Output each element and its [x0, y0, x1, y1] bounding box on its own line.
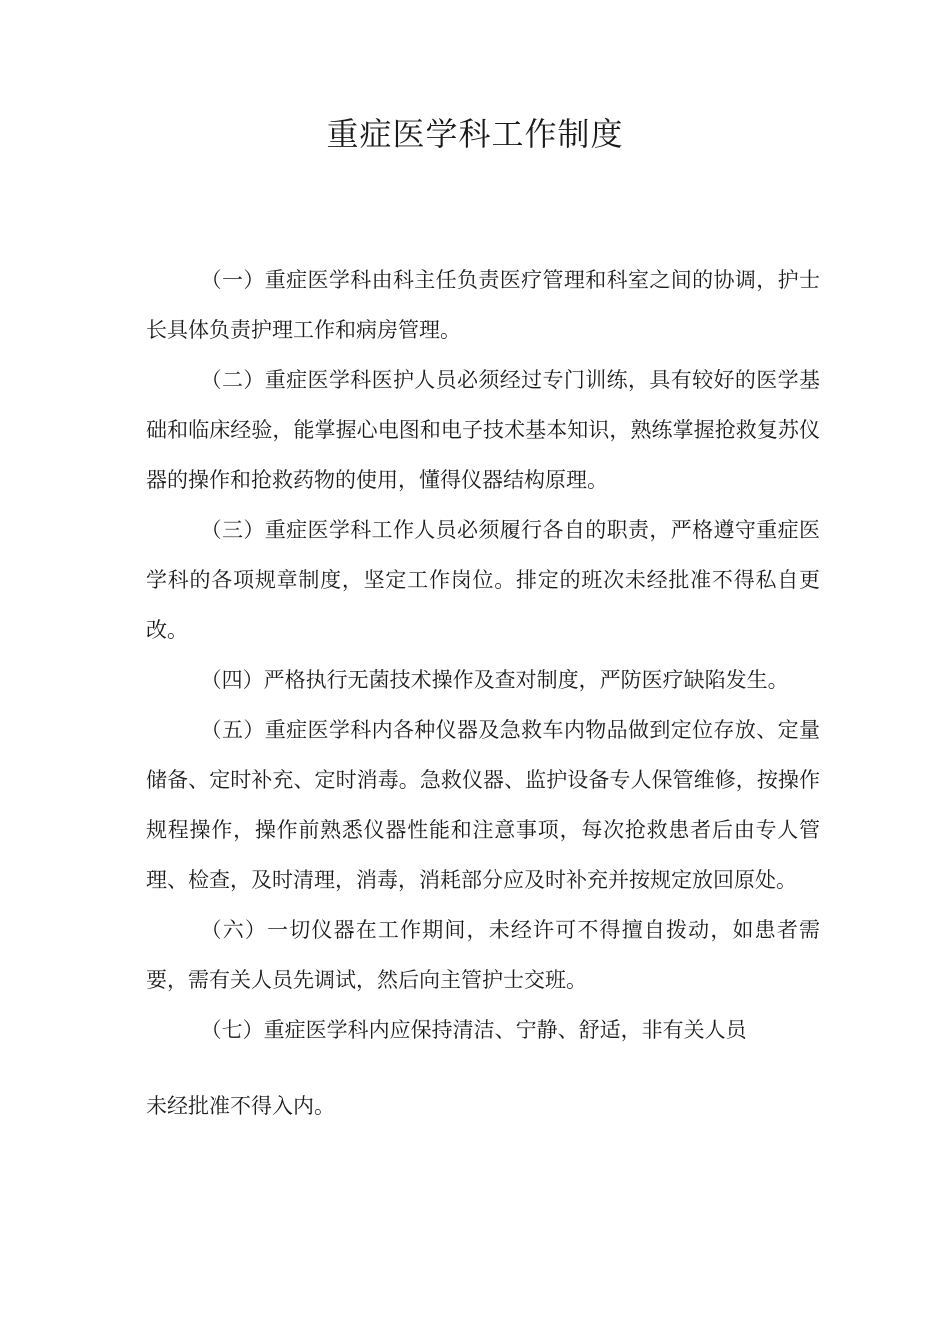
paragraph-6: （六）一切仪器在工作期间，未经许可不得擅自拨动，如患者需要，需有关人员先调试，然后向主管护士交班。 [146, 918, 820, 992]
paragraph-5: （五）重症医学科内各种仪器及急救车内物品做到定位存放、定量储备、定时补充、定时消毒。急救仪器、监护设备专人保管维修，按操作规程操作，操作前熟悉仪器性能和注意事项，每次抢救患者后由专人管理、检查，及时清理，消毒，消耗部分应及时补充并按规定放回原处。 [146, 718, 820, 892]
paragraph-7-continuation: 未经批准不得入内。 [146, 1094, 335, 1118]
document-title: 重症医学科工作制度 [326, 115, 624, 153]
paragraph-7: （七）重症医学科内应保持清洁、宁静、舒适，非有关人员 [200, 1018, 747, 1042]
paragraph-2: （二）重症医学科医护人员必须经过专门训练，具有较好的医学基础和临床经验，能掌握心电图和电子技术基本知识，熟练掌握抢救复苏仪器的操作和抢救药物的使用，懂得仪器结构原理。 [146, 368, 820, 492]
paragraph-3: （三）重症医学科工作人员必须履行各自的职责，严格遵守重症医学科的各项规章制度，坚定工作岗位。排定的班次未经批准不得私自更改。 [146, 518, 820, 642]
paragraph-1: （一）重症医学科由科主任负责医疗管理和科室之间的协调，护士长具体负责护理工作和病房管理。 [146, 268, 820, 342]
paragraph-4: （四）严格执行无菌技术操作及查对制度，严防医疗缺陷发生。 [200, 668, 789, 692]
document-body [146, 255, 820, 1131]
